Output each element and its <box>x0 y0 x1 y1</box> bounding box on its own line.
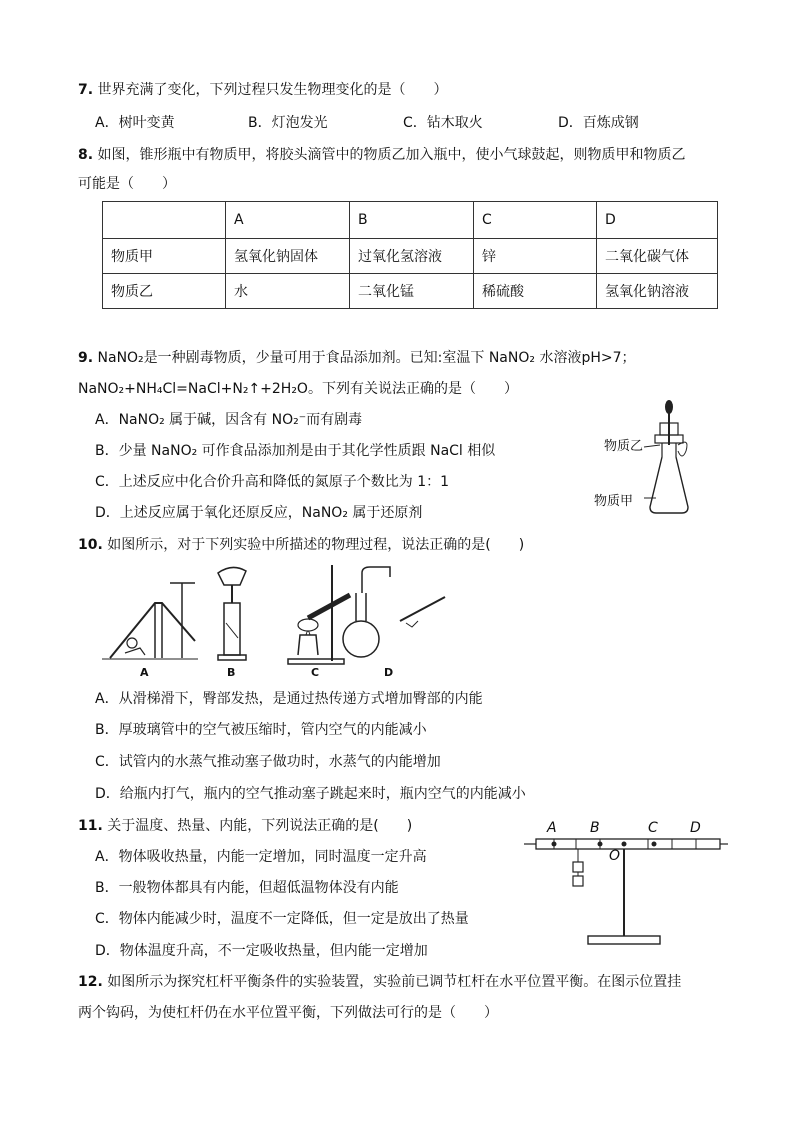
table-cell: 锌 <box>474 239 597 274</box>
question-7 <box>78 80 448 100</box>
option-a: A．从滑梯滑下，臀部发热，是通过热传递方式增加臀部的内能 <box>95 691 483 707</box>
substance-table <box>102 201 718 309</box>
option-c: C．物体内能减少时，温度不一定降低，但一定是放出了热量 <box>95 911 469 927</box>
option-d: D．给瓶内打气，瓶内的空气推动塞子跳起来时，瓶内空气的内能减小 <box>95 786 526 802</box>
question-stem: NaNO₂是一种剧毒物质，少量可用于食品添加剂。已知:室温下 NaNO₂ 水溶液pH>7； <box>97 350 636 366</box>
option-a: A．树叶变黄 <box>95 115 175 131</box>
question-stem: 世界充满了变化，下列过程只发生物理变化的是（ ） <box>97 82 448 98</box>
option-c: C．上述反应中化合价升高和降低的氮原子个数比为 1：1 <box>95 474 450 490</box>
table-header-row <box>103 202 718 239</box>
option-c: C．试管内的水蒸气推动塞子做功时，水蒸气的内能增加 <box>95 754 441 770</box>
experiments-figure <box>100 563 450 681</box>
question-10 <box>78 535 524 555</box>
table-cell: A <box>226 202 350 239</box>
table-cell: B <box>350 202 474 239</box>
option-a: A．物体吸收热量，内能一定增加，同时温度一定升高 <box>95 849 427 865</box>
question-number: 12. <box>78 974 103 990</box>
question-number: 7. <box>78 82 94 98</box>
label-substance-yi: 物质乙 <box>604 439 644 454</box>
experiments-drawing <box>100 563 450 681</box>
question-stem-continued: 可能是（ ） <box>78 176 176 192</box>
option-b: B．少量 NaNO₂ 可作食品添加剂是由于其化学性质跟 NaCl 相似 <box>95 443 496 459</box>
table-cell: 过氧化氢溶液 <box>350 239 474 274</box>
option-a: A．NaNO₂ 属于碱，因含有 NO₂⁻而有剧毒 <box>95 412 363 428</box>
table-cell: 水 <box>226 274 350 309</box>
question-stem: 如图，锥形瓶中有物质甲，将胶头滴管中的物质乙加入瓶中，使小气球鼓起，则物质甲和物质乙 <box>97 147 686 163</box>
question-9 <box>78 348 636 368</box>
figure-label-d: D <box>384 666 394 679</box>
table-cell: 二氧化碳气体 <box>597 239 718 274</box>
figure-label-b: B <box>227 666 236 679</box>
option-b: B．一般物体都具有内能，但超低温物体没有内能 <box>95 880 399 896</box>
point-label-o: O <box>609 848 621 864</box>
table-cell: 二氧化锰 <box>350 274 474 309</box>
table-cell: C <box>474 202 597 239</box>
question-number: 8. <box>78 147 94 163</box>
question-stem-continued: 两个钩码，为使杠杆仍在水平位置平衡，下列做法可行的是（ ） <box>78 1005 498 1021</box>
question-number: 9. <box>78 350 94 366</box>
table-cell: 物质甲 <box>103 239 226 274</box>
question-12 <box>78 972 681 992</box>
question-11 <box>78 816 412 836</box>
table-cell: 稀硫酸 <box>474 274 597 309</box>
point-label-b: B <box>590 820 600 836</box>
lever-figure <box>520 818 730 950</box>
question-stem: 如图所示为探究杠杆平衡条件的实验装置，实验前已调节杠杆在水平位置平衡。在图示位置挂 <box>107 974 682 990</box>
table-row <box>103 239 718 274</box>
option-d: D．上述反应属于氧化还原反应，NaNO₂ 属于还原剂 <box>95 505 423 521</box>
table-cell: 物质乙 <box>103 274 226 309</box>
figure-label-c: C <box>311 666 320 679</box>
option-c: C．钻木取火 <box>403 115 483 131</box>
question-number: 11. <box>78 818 103 834</box>
option-d: D．物体温度升高，不一定吸收热量，但内能一定增加 <box>95 943 428 959</box>
point-label-d: D <box>690 820 701 836</box>
table-cell <box>103 202 226 239</box>
point-label-c: C <box>648 820 658 836</box>
option-b: B．灯泡发光 <box>248 115 328 131</box>
flask-figure <box>594 395 708 525</box>
question-number: 10. <box>78 537 103 553</box>
question-stem: 如图所示，对于下列实验中所描述的物理过程，说法正确的是( ) <box>107 537 525 553</box>
option-d: D．百炼成钢 <box>558 115 639 131</box>
label-substance-jia: 物质甲 <box>594 494 634 509</box>
question-8 <box>78 145 686 165</box>
option-b: B．厚玻璃管中的空气被压缩时，管内空气的内能减小 <box>95 722 427 738</box>
point-label-a: A <box>547 820 557 836</box>
table-row <box>103 274 718 309</box>
table-cell: 氢氧化钠溶液 <box>597 274 718 309</box>
table-cell: 氢氧化钠固体 <box>226 239 350 274</box>
question-stem: 关于温度、热量、内能，下列说法正确的是( ) <box>107 818 413 834</box>
table-cell: D <box>597 202 718 239</box>
reaction-equation: NaNO₂+NH₄Cl=NaCl+N₂↑+2H₂O。下列有关说法正确的是（ ） <box>78 381 518 397</box>
figure-label-a: A <box>140 666 149 679</box>
